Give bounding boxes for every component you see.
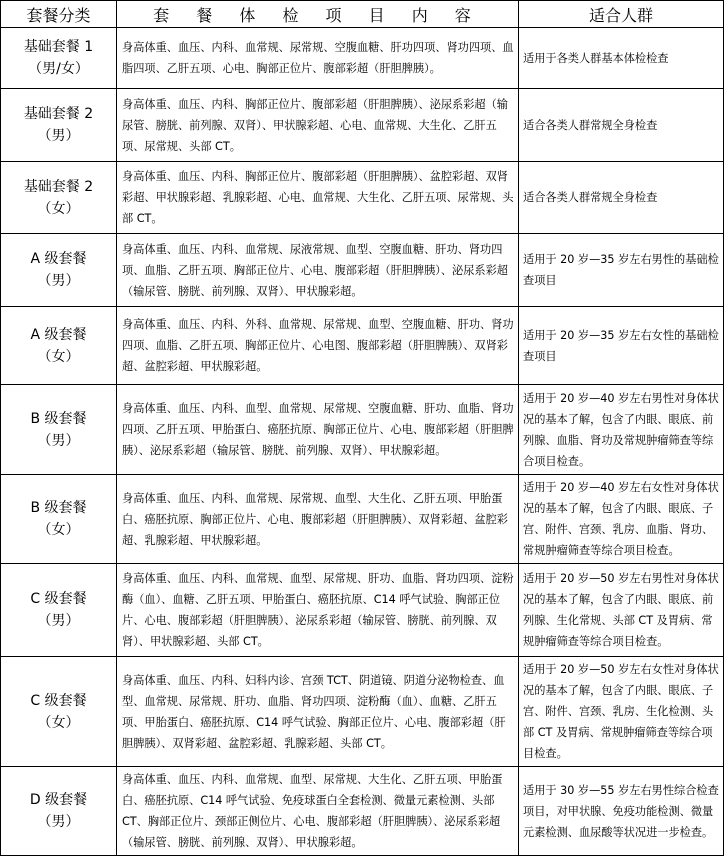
package-audience: 适合各类人群常规全身检查 — [519, 162, 724, 234]
package-name: C 级套餐 — [30, 692, 87, 709]
package-name: 基础套餐 1 — [23, 39, 94, 55]
package-items: 身高体重、血压、内科、妇科内诊、宫颈 TCT、阴道镜、阴道分泌物检查、血型、血常规、尿常规、肝功、血脂、肾功四项、淀粉酶（血）、血糖、乙肝五项、甲胎蛋白、癌胚抗原、C14 呼气试验、胸部正位片、心电、腹部彩超（肝胆脾胰）、双肾彩超、盆腔彩超、乳腺彩超、头部 CT。 — [117, 657, 519, 767]
header-category: 套餐分类 — [1, 1, 117, 28]
table-row — [1, 767, 724, 856]
table-row — [1, 307, 724, 385]
package-gender: （男/女） — [28, 61, 89, 77]
package-name: 基础套餐 2 — [23, 106, 94, 122]
package-category — [1, 307, 117, 385]
package-items: 身高体重、血压、内科、外科、血常规、尿常规、血型、空腹血糖、肝功、肾功四项、血脂、乙肝五项、胸部正位片、心电图、腹部彩超（肝胆脾胰）、双肾彩超、盆腔彩超、甲状腺彩超。 — [117, 307, 519, 385]
package-audience: 适用于 20 岁—50 岁左右男性对身体状况的基本了解，包含了内眼、眼底、前列腺、生化常规、头部 CT 及胃病、常规肿瘤筛查等综合项目检查。 — [519, 564, 724, 657]
package-gender: （男） — [37, 273, 80, 289]
header-row — [1, 1, 724, 28]
package-items: 身高体重、血压、内科、胸部正位片、腹部彩超（肝胆脾胰）、盆腔彩超、双肾彩超、甲状腺彩超、乳腺彩超、心电、血常规、大生化、乙肝五项、尿常规、头部 CT。 — [117, 162, 519, 234]
table-row — [1, 162, 724, 234]
package-items: 身高体重、血压、内科、胸部正位片、腹部彩超（肝胆脾胰）、泌尿系彩超（输尿管、膀胱、前列腺、双肾）、甲状腺彩超、心电、血常规、大生化、乙肝五项、尿常规、头部 CT。 — [117, 89, 519, 162]
package-name: 基础套餐 2 — [23, 178, 94, 195]
header-items: 套 餐 体 检 项 目 内 容 — [117, 1, 519, 28]
package-items: 身高体重、血压、内科、血常规、血型、尿常规、肝功、血脂、肾功四项、淀粉酶（血）、血糖、乙肝五项、甲胎蛋白、癌胚抗原、C14 呼气试验、胸部正位片、心电、腹部彩超（肝胆脾胰）、泌尿系彩超（输尿管、膀胱、前列腺、双肾）、甲状腺彩超、头部 CT。 — [117, 564, 519, 657]
package-gender: （男） — [37, 128, 80, 144]
package-gender: （男） — [37, 613, 80, 629]
package-category — [1, 89, 117, 162]
package-category — [1, 475, 117, 564]
table-row — [1, 564, 724, 657]
package-category — [1, 385, 117, 475]
package-audience: 适用于 30 岁—55 岁左右男性综合检查项目，对甲状腺、免疫功能检测、微量元素检测、血尿酸等状况进一步检查。 — [519, 767, 724, 856]
package-name: B 级套餐 — [30, 410, 87, 427]
package-category — [1, 234, 117, 307]
package-audience: 适用于 20 岁—35 岁左右男性的基础检查项目 — [519, 234, 724, 307]
package-audience: 适合各类人群常规全身检查 — [519, 89, 724, 162]
table-row — [1, 28, 724, 89]
table-row — [1, 475, 724, 564]
package-items: 身高体重、血压、内科、血常规、血型、尿常规、大生化、乙肝五项、甲胎蛋白、癌胚抗原、C14 呼气试验、免疫球蛋白全套检测、微量元素检测、头部 CT、胸部正位片、颈部正侧位片、心电、腹部彩超（肝胆脾胰）、泌尿系彩超（输尿管、膀胱、前列腺、双肾）、甲状腺彩超。 — [117, 767, 519, 856]
package-gender: （女） — [37, 714, 80, 731]
package-name: B 级套餐 — [30, 500, 87, 516]
package-items: 身高体重、血压、内科、血常规、尿常规、空腹血糖、肝功四项、肾功四项、血脂四项、乙肝五项、心电、胸部正位片、腹部彩超（肝胆脾胰）。 — [117, 28, 519, 89]
package-name: C 级套餐 — [30, 591, 87, 607]
table-row — [1, 657, 724, 767]
package-gender: （女） — [37, 348, 80, 365]
table-row — [1, 385, 724, 475]
package-category — [1, 767, 117, 856]
header-audience: 适合人群 — [519, 1, 724, 28]
package-audience: 适用于各类人群基本体检检查 — [519, 28, 724, 89]
package-audience: 适用于 20 岁—40 岁左右男性对身体状况的基本了解，包含了内眼、眼底、前列腺、血脂、肾功及常规肿瘤筛查等综合项目检查。 — [519, 385, 724, 475]
package-gender: （女） — [37, 522, 80, 538]
package-category — [1, 657, 117, 767]
package-items: 身高体重、血压、内科、血型、血常规、尿常规、空腹血糖、肝功、血脂、肾功四项、乙肝五项、甲胎蛋白、癌胚抗原、胸部正位片、心电、腹部彩超（肝胆脾胰）、泌尿系彩超（输尿管、膀胱、前列腺、双肾）、甲状腺彩超。 — [117, 385, 519, 475]
package-category — [1, 564, 117, 657]
package-audience: 适用于 20 岁—40 岁左右女性对身体状况的基本了解，包含了内眼、眼底、子宫、附件、宫颈、乳房、血脂、肾功、常规肿瘤筛查等综合项目检查。 — [519, 475, 724, 564]
package-category — [1, 162, 117, 234]
package-audience: 适用于 20 岁—50 岁左右女性对身体状况的基本了解，包含了内眼、眼底、子宫、附件、宫颈、乳房、生化检测、头部 CT 及胃病、常规肿瘤筛查等综合项目检查。 — [519, 657, 724, 767]
package-name: D 级套餐 — [29, 792, 88, 808]
table-row — [1, 234, 724, 307]
package-name: A 级套餐 — [30, 251, 87, 267]
package-items: 身高体重、血压、内科、血常规、尿常规、血型、大生化、乙肝五项、甲胎蛋白、癌胚抗原、胸部正位片、心电、腹部彩超（肝胆脾胰）、双肾彩超、盆腔彩超、乳腺彩超、甲状腺彩超。 — [117, 475, 519, 564]
package-category — [1, 28, 117, 89]
package-audience: 适用于 20 岁—35 岁左右女性的基础检查项目 — [519, 307, 724, 385]
table-row — [1, 89, 724, 162]
package-gender: （男） — [37, 814, 80, 830]
package-name: A 级套餐 — [30, 326, 87, 343]
package-gender: （男） — [37, 432, 80, 449]
package-items: 身高体重、血压、内科、血常规、尿液常规、血型、空腹血糖、肝功、肾功四项、血脂、乙肝五项、胸部正位片、心电、腹部彩超（肝胆脾胰）、泌尿系彩超（输尿管、膀胱、前列腺、双肾）、甲状腺彩超。 — [117, 234, 519, 307]
package-gender: （女） — [37, 200, 80, 217]
